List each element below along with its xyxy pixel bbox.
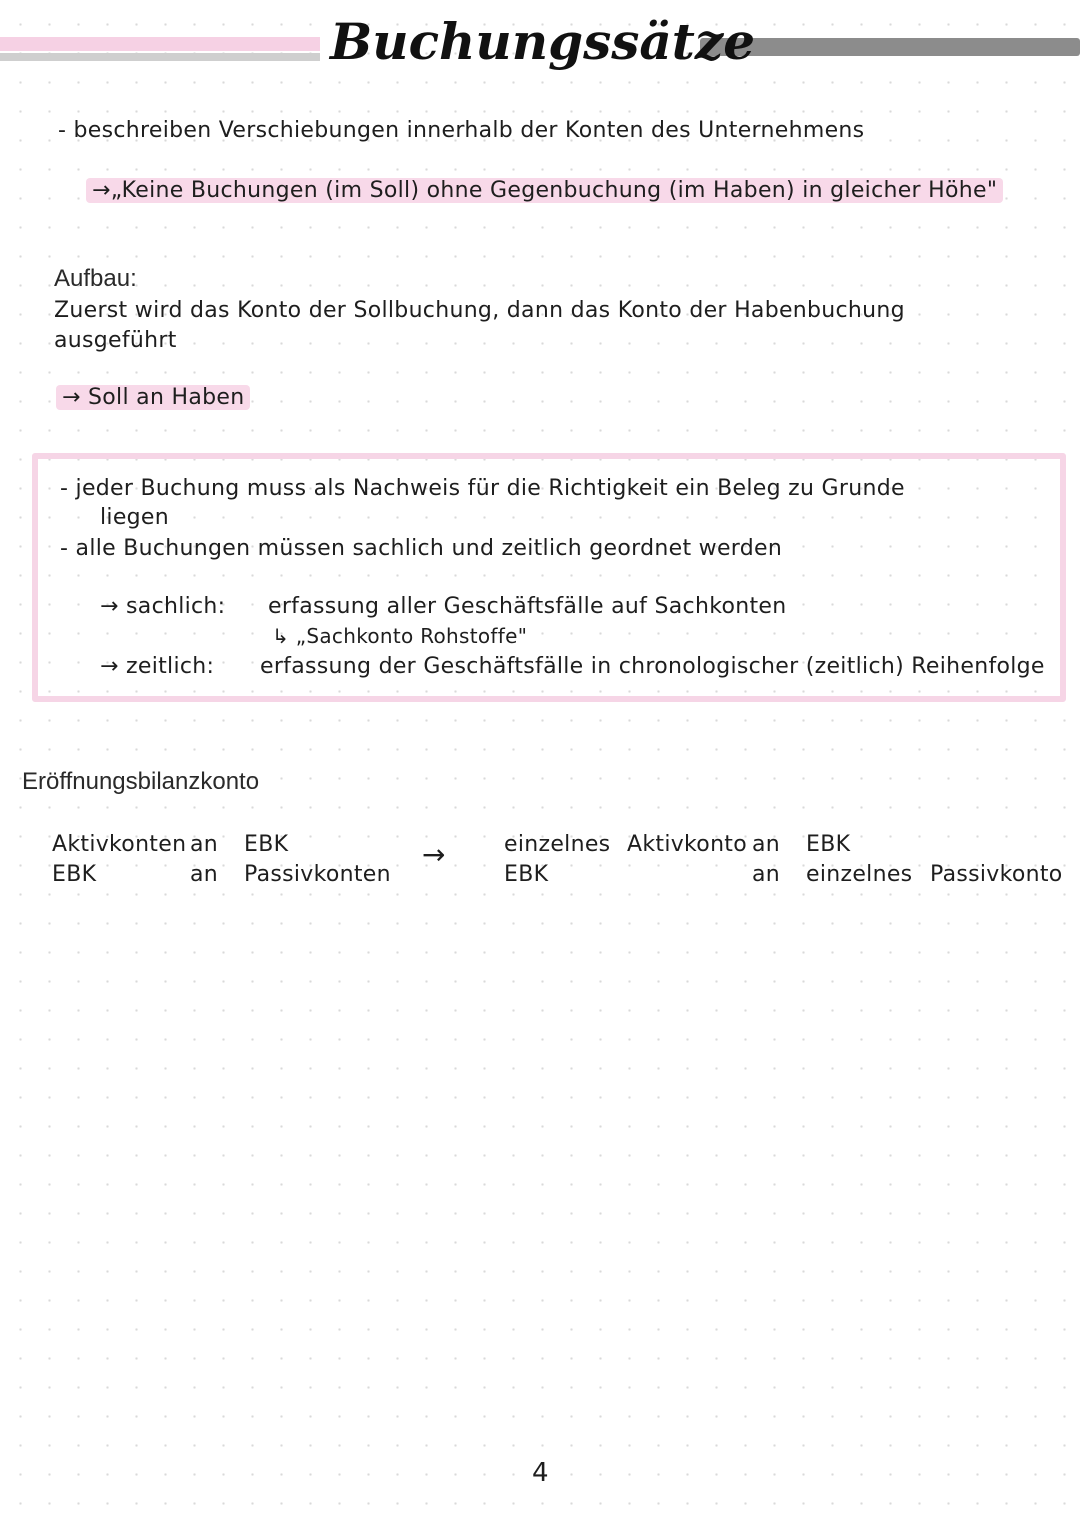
zeitlich-text: erfassung der Geschäftsfälle in chronologischer (zeitlich) Reihenfolge: [260, 654, 1045, 679]
ebk-left-r1-c: EBK: [244, 832, 289, 857]
box-bullet-1a: - jeder Buchung muss als Nachweis für die Richtigkeit ein Beleg zu Grunde: [60, 476, 905, 501]
ebk-right-r1-b: Aktivkonto: [627, 832, 747, 857]
sachlich-example: ↳ „Sachkonto Rohstoffe": [272, 624, 528, 648]
intro-line-1: - beschreiben Verschiebungen innerhalb der Konten des Unternehmens: [58, 118, 865, 143]
ebk-right-r1-d: EBK: [806, 832, 851, 857]
ebk-right-r2-c: einzelnes: [806, 862, 913, 887]
ebk-right-r2-d: Passivkonto: [930, 862, 1063, 887]
ebk-right-r1-c: an: [752, 832, 781, 857]
title-bar-gray-right: [700, 38, 1080, 56]
box-bullet-1b: liegen: [100, 505, 170, 530]
soll-an-haben: → Soll an Haben: [56, 385, 250, 410]
title-bar-pink: [0, 37, 320, 51]
ebk-left-r1-b: an: [190, 832, 219, 857]
intro-line-2: [86, 178, 1003, 203]
ebk-left-r2-a: EBK: [52, 862, 97, 887]
aufbau-rule: [56, 385, 250, 410]
ebk-right-r1-a: einzelnes: [504, 832, 611, 857]
ebk-right-r2-a: EBK: [504, 862, 549, 887]
aufbau-heading: Aufbau:: [54, 265, 137, 292]
sachlich-label: → sachlich:: [100, 594, 226, 619]
intro-quote: →„Keine Buchungen (im Soll) ohne Gegenbuchung (im Haben) in gleicher Höhe": [86, 178, 1003, 203]
page-number: 4: [532, 1458, 549, 1488]
right-arrow-icon: →: [422, 838, 446, 871]
box-bullet-2: - alle Buchungen müssen sachlich und zeitlich geordnet werden: [60, 536, 783, 561]
ebk-left-r2-b: an: [190, 862, 219, 887]
ebk-right-r2-b: an: [752, 862, 781, 887]
ebk-left-r1-a: Aktivkonten: [52, 832, 187, 857]
aufbau-line-2: ausgeführt: [54, 328, 177, 353]
aufbau-line-1: Zuerst wird das Konto der Sollbuchung, dann das Konto der Habenbuchung: [54, 298, 905, 323]
zeitlich-label: → zeitlich:: [100, 654, 215, 679]
page-title: Buchungssätze: [330, 12, 756, 71]
title-bar-gray-left: [0, 53, 320, 61]
sachlich-text: erfassung aller Geschäftsfälle auf Sachkonten: [268, 594, 787, 619]
ebk-left-r2-c: Passivkonten: [244, 862, 391, 887]
ebk-heading: Eröffnungsbilanzkonto: [22, 768, 260, 795]
